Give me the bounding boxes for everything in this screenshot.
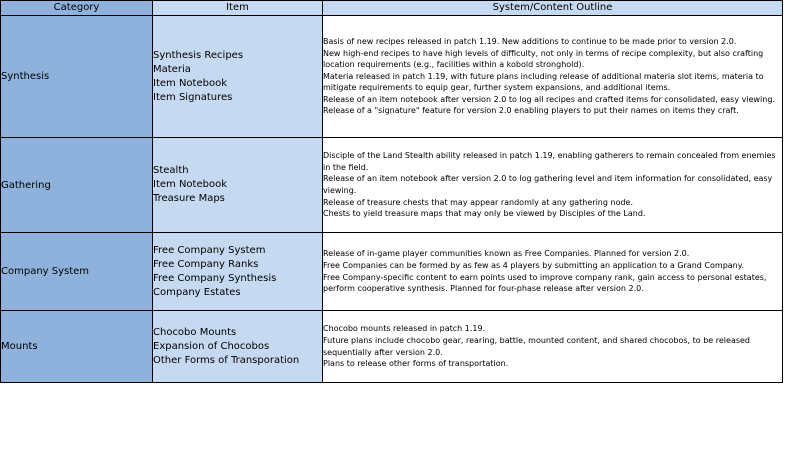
item-cell <box>153 138 323 233</box>
category-cell: Synthesis <box>1 16 153 138</box>
outline-line: Disciple of the Land Stealth ability released in patch 1.19, enabling gatherers to remain concealed from enemies in the field. <box>323 151 776 172</box>
outline-line: Release of an item notebook after version 2.0 to log all recipes and crafted items for consolidated, easy viewing. <box>323 94 775 104</box>
outline-line: New high-end recipes to have high levels of difficulty, not only in terms of recipe complexity, but also crafting location requirements (e.g., facilities within a kobold stronghold). <box>323 48 764 70</box>
header-category: Category <box>1 1 153 16</box>
table-row <box>1 311 783 383</box>
outline-line: Release of treasure chests that may appear randomly at any gathering node. <box>323 197 634 207</box>
category-cell: Gathering <box>1 138 153 233</box>
table-row <box>1 138 783 233</box>
outline-line: Free Companies can be formed by as few as 4 players by submitting an application to a Grand Company. <box>323 260 744 270</box>
item-line: Free Company System <box>153 244 266 256</box>
item-cell <box>153 233 323 311</box>
header-item: Item <box>153 1 323 16</box>
item-line: Item Notebook <box>153 179 227 190</box>
item-line: Other Forms of Transporation <box>153 354 300 366</box>
item-line: Item Signatures <box>153 91 233 103</box>
item-cell <box>153 16 323 138</box>
outline-line: Release of a "signature" feature for version 2.0 enabling players to put their names on items they craft. <box>323 106 739 116</box>
outline-line: Materia released in patch 1.19, with future plans including release of additional materia slot items, materia to mitigate requirements to equip gear, further system expansions, and additional items. <box>323 71 764 93</box>
item-line: Free Company Ranks <box>153 258 259 270</box>
header-row <box>1 1 783 16</box>
item-line: Treasure Maps <box>153 193 225 204</box>
outline-line: Release of an item notebook after version 2.0 to log gathering level and item information for consolidated, easy viewing. <box>323 174 773 195</box>
table-row <box>1 16 783 138</box>
outline-line: Chests to yield treasure maps that may only be viewed by Disciples of the Land. <box>323 209 646 219</box>
category-cell: Mounts <box>1 311 153 383</box>
outline-cell <box>323 16 783 138</box>
outline-cell <box>323 311 783 383</box>
outline-line: Basis of new recipes released in patch 1.19. New additions to continue to be made prior to version 2.0. <box>323 36 737 46</box>
outline-cell <box>323 138 783 233</box>
item-cell <box>153 311 323 383</box>
outline-line: Free Company-specific content to earn points used to improve company rank, gain access to personal estates, perform cooperative synthesis. Planned for four-phase release after version 2.0. <box>323 272 767 294</box>
category-cell: Company System <box>1 233 153 311</box>
item-line: Company Estates <box>153 286 241 298</box>
item-line: Free Company Synthesis <box>153 272 277 284</box>
item-line: Item Notebook <box>153 77 227 89</box>
header-outline: System/Content Outline <box>323 1 783 16</box>
item-line: Expansion of Chocobos <box>153 340 270 352</box>
item-line: Materia <box>153 63 191 75</box>
item-line: Stealth <box>153 165 189 176</box>
table-row <box>1 233 783 311</box>
item-line: Chocobo Mounts <box>153 326 237 338</box>
outline-line: Plans to release other forms of transportation. <box>323 359 509 369</box>
item-line: Synthesis Recipes <box>153 49 244 61</box>
outline-line: Future plans include chocobo gear, rearing, battle, mounted content, and shared chocobos, to be released sequentially after version 2.0. <box>323 335 751 357</box>
outline-cell <box>323 233 783 311</box>
outline-line: Release of in-game player communities known as Free Companies. Planned for version 2.0. <box>323 249 690 259</box>
outline-line: Chocobo mounts released in patch 1.19. <box>323 324 486 334</box>
